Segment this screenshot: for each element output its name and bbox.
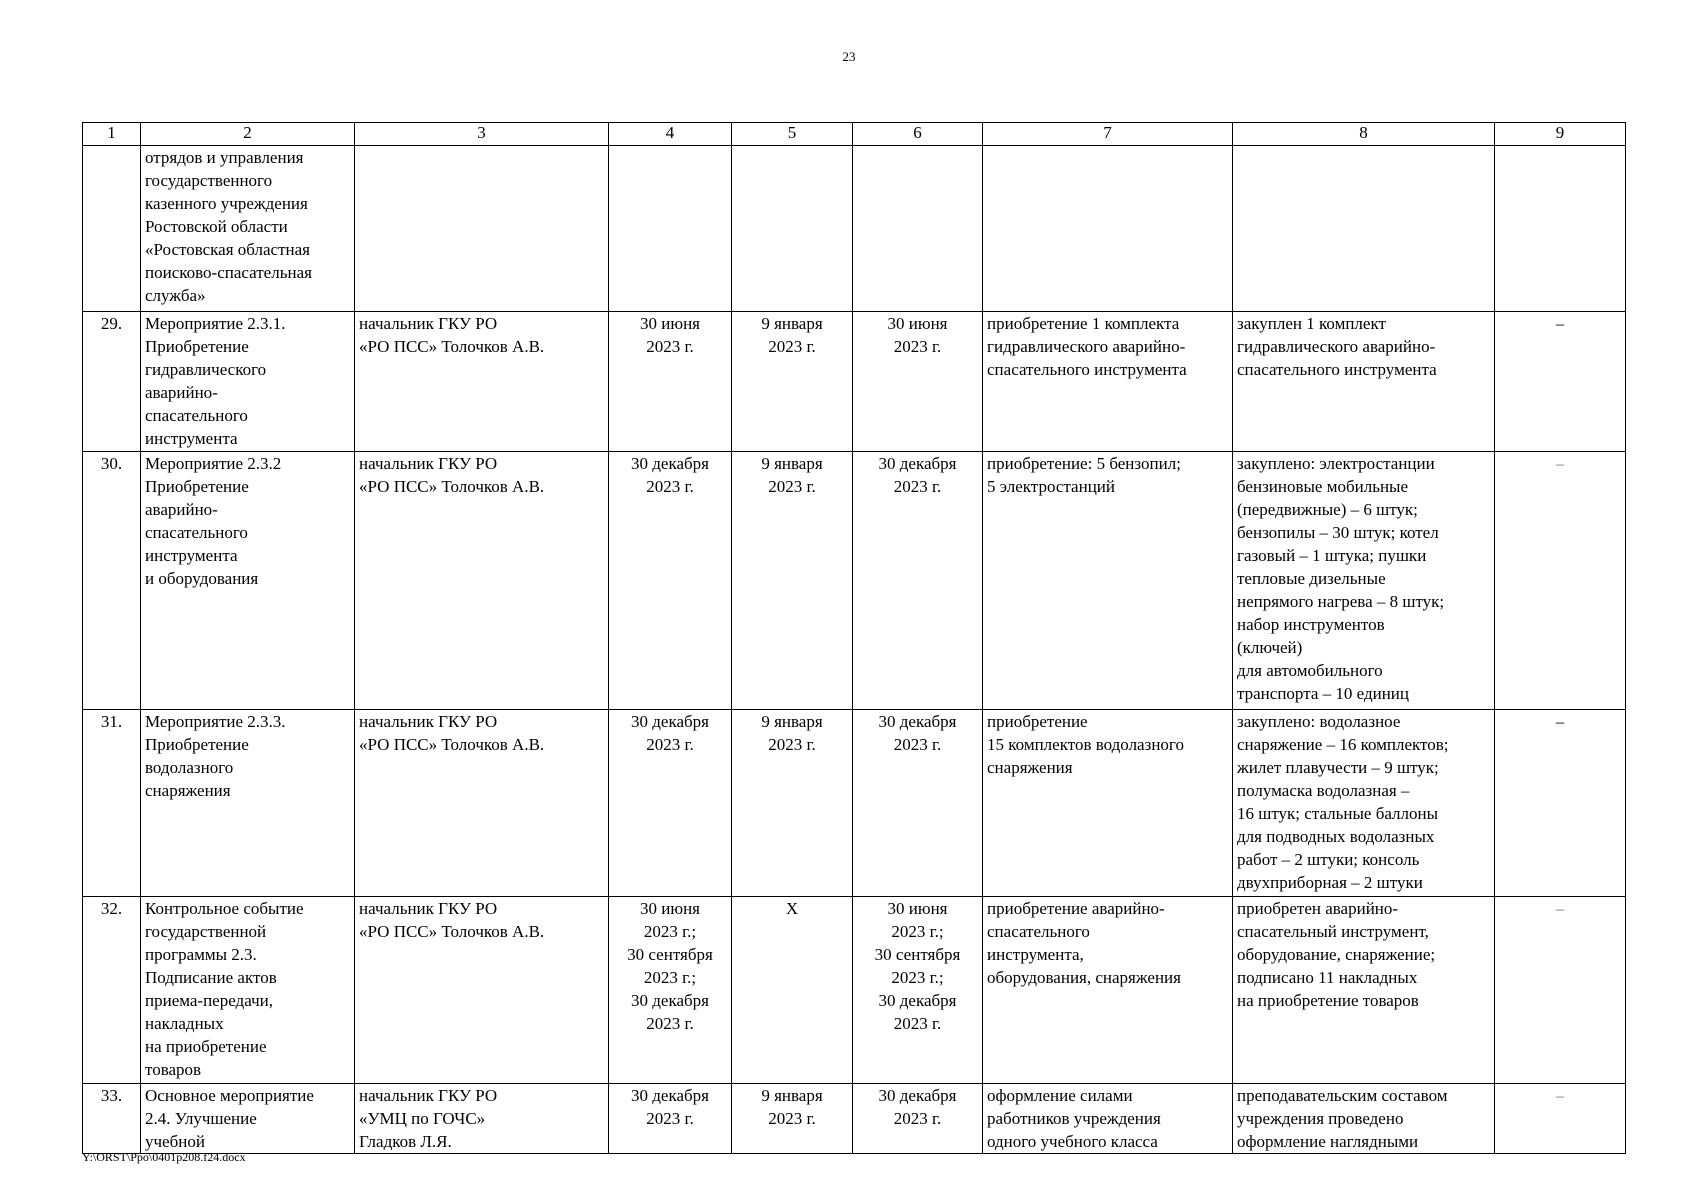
event-name: Основное мероприятие 2.4. Улучшение учебной [141, 1084, 355, 1154]
planned-result: оформление силами работников учреждения одного учебного класса [983, 1084, 1233, 1154]
table-row [83, 312, 1626, 452]
event-name: Мероприятие 2.3.2 Приобретение аварийно- спасательного инструмента и оборудования [141, 452, 355, 710]
table-row [83, 452, 1626, 710]
column-header: 8 [1233, 123, 1495, 146]
column-header: 4 [609, 123, 732, 146]
problems [1495, 146, 1626, 312]
problems [1495, 1084, 1626, 1154]
dash-mark: – [1555, 314, 1565, 333]
dash-mark: – [1555, 712, 1565, 731]
column-header: 6 [853, 123, 983, 146]
row-number [83, 146, 141, 312]
dash-mark: – [1555, 1086, 1565, 1105]
responsible [355, 146, 609, 312]
actual-result: закуплено: электростанции бензиновые мобильные (передвижные) – 6 штук; бензопилы – 30 штук; котел газовый – 1 штука; пушки тепловые дизельные непрямого нагрева – 8 штук; набор инструментов (ключей) для автомобильного транспорта – 10 единиц [1233, 452, 1495, 710]
plan-date: 30 июня 2023 г. [609, 312, 732, 452]
row-number: 32. [83, 897, 141, 1084]
end-date [853, 146, 983, 312]
event-name: Мероприятие 2.3.3. Приобретение водолазного снаряжения [141, 710, 355, 897]
column-header: 1 [83, 123, 141, 146]
planned-result: приобретение аварийно- спасательного инструмента, оборудования, снаряжения [983, 897, 1233, 1084]
actual-result: закуплен 1 комплект гидравлического аварийно- спасательного инструмента [1233, 312, 1495, 452]
plan-date: 30 декабря 2023 г. [609, 710, 732, 897]
responsible: начальник ГКУ РО «УМЦ по ГОЧС» Гладков Л.Я. [355, 1084, 609, 1154]
table-row [83, 897, 1626, 1084]
planned-result: приобретение 15 комплектов водолазного снаряжения [983, 710, 1233, 897]
table-row [83, 1084, 1626, 1154]
plan-date [609, 146, 732, 312]
planned-result: приобретение: 5 бензопил; 5 электростанций [983, 452, 1233, 710]
event-name: отрядов и управления государственного казенного учреждения Ростовской области «Ростовская областная поисково-спасательная служба» [141, 146, 355, 312]
column-header: 7 [983, 123, 1233, 146]
actual-result [1233, 146, 1495, 312]
responsible: начальник ГКУ РО «РО ПСС» Толочков А.В. [355, 312, 609, 452]
event-name: Мероприятие 2.3.1. Приобретение гидравлического аварийно- спасательного инструмента [141, 312, 355, 452]
end-date: 30 декабря 2023 г. [853, 452, 983, 710]
column-header: 2 [141, 123, 355, 146]
planned-result [983, 146, 1233, 312]
end-date: 30 июня 2023 г.; 30 сентября 2023 г.; 30 декабря 2023 г. [853, 897, 983, 1084]
start-date: 9 января 2023 г. [732, 452, 853, 710]
dash-mark: – [1555, 454, 1565, 473]
row-number: 31. [83, 710, 141, 897]
column-number-row [83, 123, 1626, 146]
column-header: 5 [732, 123, 853, 146]
actual-result: преподавательским составом учреждения проведено оформление наглядными [1233, 1084, 1495, 1154]
plan-date: 30 декабря 2023 г. [609, 452, 732, 710]
row-number: 29. [83, 312, 141, 452]
responsible: начальник ГКУ РО «РО ПСС» Толочков А.В. [355, 897, 609, 1084]
responsible: начальник ГКУ РО «РО ПСС» Толочков А.В. [355, 710, 609, 897]
plan-date: 30 декабря 2023 г. [609, 1084, 732, 1154]
end-date: 30 декабря 2023 г. [853, 710, 983, 897]
row-number: 33. [83, 1084, 141, 1154]
start-date: 9 января 2023 г. [732, 312, 853, 452]
start-date [732, 146, 853, 312]
row-number: 30. [83, 452, 141, 710]
plan-date: 30 июня 2023 г.; 30 сентября 2023 г.; 30 декабря 2023 г. [609, 897, 732, 1084]
page-number: 23 [842, 49, 856, 64]
problems [1495, 710, 1626, 897]
implementation-plan-table [82, 122, 1626, 1154]
responsible: начальник ГКУ РО «РО ПСС» Толочков А.В. [355, 452, 609, 710]
start-date: Х [732, 897, 853, 1084]
problems [1495, 452, 1626, 710]
event-name: Контрольное событие государственной программы 2.3. Подписание актов приема-передачи, накладных на приобретение товаров [141, 897, 355, 1084]
start-date: 9 января 2023 г. [732, 710, 853, 897]
table-row [83, 710, 1626, 897]
file-path-footer: Y:\ORST\Ppo\0401p208.f24.docx [82, 1150, 246, 1164]
actual-result: приобретен аварийно- спасательный инструмент, оборудование, снаряжение; подписано 11 накладных на приобретение товаров [1233, 897, 1495, 1084]
table-row [83, 146, 1626, 312]
start-date: 9 января 2023 г. [732, 1084, 853, 1154]
problems [1495, 897, 1626, 1084]
column-header: 9 [1495, 123, 1626, 146]
problems [1495, 312, 1626, 452]
planned-result: приобретение 1 комплекта гидравлического аварийно- спасательного инструмента [983, 312, 1233, 452]
end-date: 30 декабря 2023 г. [853, 1084, 983, 1154]
end-date: 30 июня 2023 г. [853, 312, 983, 452]
actual-result: закуплено: водолазное снаряжение – 16 комплектов; жилет плавучести – 9 штук; полумаска водолазная – 16 штук; стальные баллоны для подводных водолазных работ – 2 штуки; консоль двухприборная – 2 штуки [1233, 710, 1495, 897]
column-header: 3 [355, 123, 609, 146]
dash-mark: – [1555, 899, 1565, 918]
